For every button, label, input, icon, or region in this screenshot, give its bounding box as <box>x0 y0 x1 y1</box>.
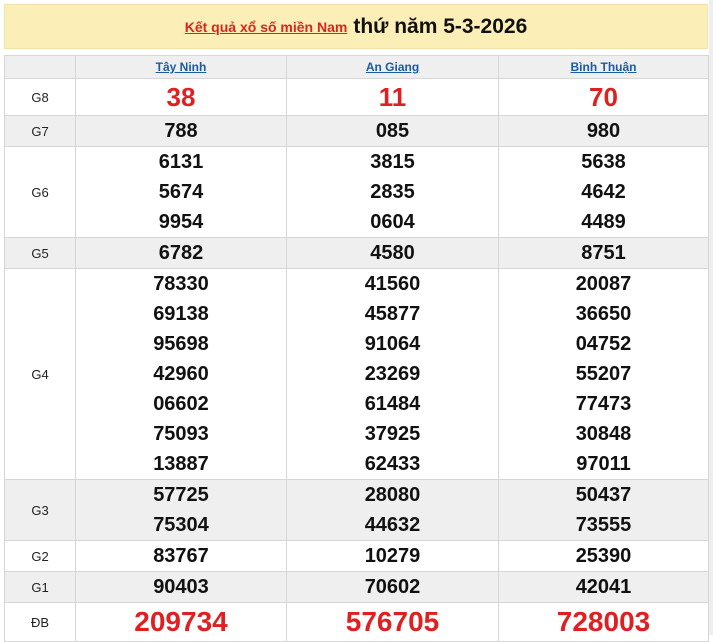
winning-number: 576705 <box>345 606 440 637</box>
prize-label: G4 <box>5 269 76 480</box>
winning-number: 55207 <box>575 363 632 385</box>
winning-number: 97011 <box>576 453 631 475</box>
winning-number: 28080 <box>364 484 421 506</box>
winning-number: 30848 <box>575 423 632 445</box>
province-header-row <box>5 56 709 79</box>
winning-number: 06602 <box>153 393 209 415</box>
prize-cell <box>76 480 287 541</box>
province-link[interactable]: An Giang <box>365 60 420 74</box>
winning-number: 91064 <box>364 333 421 355</box>
prize-cell <box>76 269 287 480</box>
prize-cell <box>76 79 287 116</box>
winning-number: 62433 <box>364 453 421 475</box>
winning-number: 70 <box>589 82 618 112</box>
prize-cell <box>499 603 709 642</box>
winning-number: 44632 <box>364 514 421 536</box>
prize-row <box>5 480 709 541</box>
prize-cell <box>287 480 499 541</box>
winning-number: 4580 <box>370 242 415 264</box>
winning-number: 13887 <box>153 453 209 475</box>
winning-number: 57725 <box>153 484 209 506</box>
prize-cell <box>287 79 499 116</box>
winning-number: 10279 <box>364 545 421 567</box>
winning-number: 0604 <box>370 211 415 233</box>
prize-cell <box>499 79 709 116</box>
winning-number: 085 <box>375 120 410 142</box>
prize-cell <box>76 541 287 572</box>
winning-number: 37925 <box>364 423 421 445</box>
winning-number: 9954 <box>158 211 204 233</box>
winning-number: 6131 <box>158 151 204 173</box>
prize-cell <box>499 572 709 603</box>
winning-number: 4489 <box>581 211 626 233</box>
winning-number: 38 <box>166 82 196 112</box>
winning-number: 50437 <box>575 484 632 506</box>
prize-label: G7 <box>5 116 76 147</box>
prize-label: G6 <box>5 147 76 238</box>
winning-number: 4642 <box>581 181 626 203</box>
winning-number: 5674 <box>158 181 204 203</box>
winning-number: 2835 <box>370 181 415 203</box>
winning-number: 209734 <box>134 606 228 637</box>
prize-row <box>5 603 709 642</box>
winning-number: 728003 <box>556 606 651 637</box>
winning-number: 73555 <box>575 514 632 536</box>
winning-number: 23269 <box>364 363 421 385</box>
winning-number: 77473 <box>575 393 632 415</box>
winning-number: 36650 <box>575 303 632 325</box>
winning-number: 83767 <box>153 545 209 567</box>
prize-label: G5 <box>5 238 76 269</box>
prize-cell <box>499 238 709 269</box>
winning-number: 42041 <box>575 576 632 598</box>
prize-cell <box>499 480 709 541</box>
province-link[interactable]: Tây Ninh <box>155 60 207 74</box>
draw-date: thứ năm 5-3-2026 <box>353 14 528 38</box>
winning-number: 75304 <box>153 514 209 536</box>
winning-number: 41560 <box>364 273 421 295</box>
province-link[interactable]: Bình Thuận <box>570 60 637 74</box>
winning-number: 788 <box>164 120 198 142</box>
winning-number: 95698 <box>153 333 209 355</box>
prize-cell <box>287 269 499 480</box>
winning-number: 75093 <box>153 423 209 445</box>
prize-row <box>5 79 709 116</box>
prize-cell <box>287 116 499 147</box>
winning-number: 90403 <box>153 576 209 598</box>
prize-cell <box>76 572 287 603</box>
prize-cell <box>287 603 499 642</box>
province-header <box>287 56 499 79</box>
province-header <box>76 56 287 79</box>
prize-cell <box>499 147 709 238</box>
winning-number: 70602 <box>364 576 421 598</box>
winning-number: 78330 <box>153 273 209 295</box>
prize-label: G2 <box>5 541 76 572</box>
scrollbar[interactable] <box>709 0 713 635</box>
prize-row <box>5 147 709 238</box>
results-link[interactable]: Kết quả xổ số miền Nam <box>184 18 348 35</box>
prize-cell <box>287 147 499 238</box>
winning-number: 45877 <box>364 303 421 325</box>
prize-cell <box>287 541 499 572</box>
winning-number: 3815 <box>370 151 415 173</box>
prize-cell <box>287 572 499 603</box>
winning-number: 980 <box>586 120 621 142</box>
prize-column-header <box>5 56 76 79</box>
prize-cell <box>499 541 709 572</box>
winning-number: 6782 <box>158 242 204 264</box>
province-header <box>499 56 709 79</box>
prize-row <box>5 238 709 269</box>
winning-number: 42960 <box>153 363 209 385</box>
winning-number: 61484 <box>364 393 421 415</box>
results-header <box>4 4 708 49</box>
prize-cell <box>76 603 287 642</box>
winning-number: 20087 <box>575 273 632 295</box>
winning-number: 8751 <box>581 242 626 264</box>
prize-row <box>5 541 709 572</box>
lottery-results-table <box>4 55 709 642</box>
prize-row <box>5 572 709 603</box>
prize-row <box>5 269 709 480</box>
winning-number: 69138 <box>153 303 209 325</box>
prize-cell <box>499 269 709 480</box>
prize-label: G3 <box>5 480 76 541</box>
prize-row <box>5 116 709 147</box>
prize-label: G1 <box>5 572 76 603</box>
prize-label: G8 <box>5 79 76 116</box>
prize-cell <box>76 238 287 269</box>
winning-number: 25390 <box>575 545 632 567</box>
prize-cell <box>76 116 287 147</box>
winning-number: 11 <box>378 82 407 112</box>
prize-cell <box>287 238 499 269</box>
prize-cell <box>499 116 709 147</box>
winning-number: 5638 <box>581 151 626 173</box>
prize-cell <box>76 147 287 238</box>
winning-number: 04752 <box>575 333 632 355</box>
prize-label: ĐB <box>5 603 76 642</box>
